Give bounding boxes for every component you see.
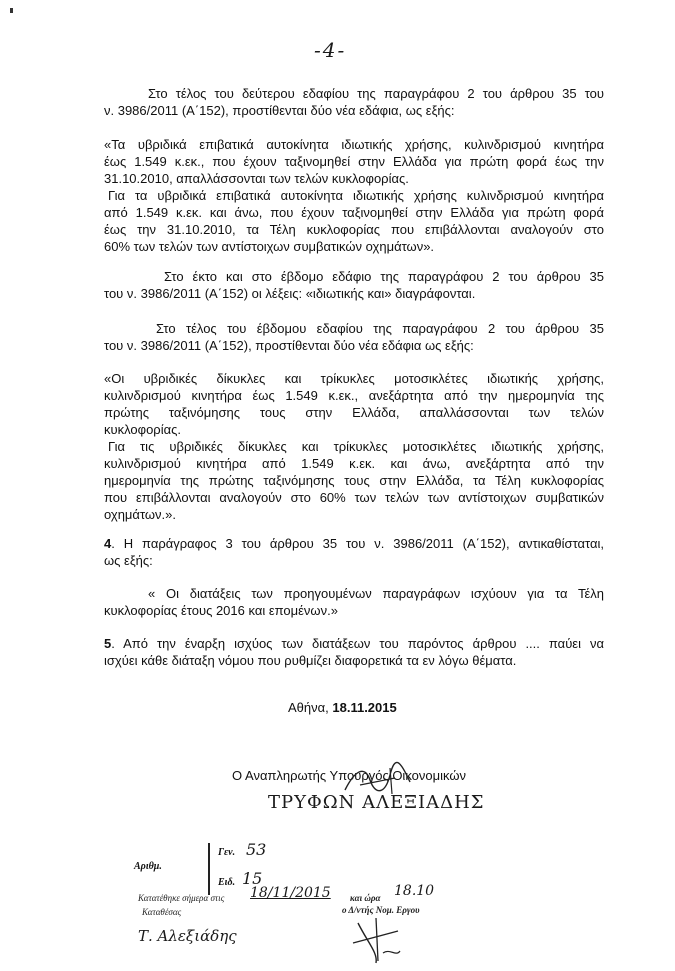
paragraph-4	[104, 535, 604, 569]
text-line: «Οι υβριδικές δίκυκλες και τρίκυκλες μοτοσικλέτες ιδιωτικής χρήσης,	[104, 371, 604, 386]
paragraph-number: 4	[104, 536, 112, 551]
arithm-label: Αριθμ.	[134, 861, 162, 872]
signatory-title: Ο Αναπληρωτής Υπουργός Οικονομικών	[232, 768, 466, 783]
filed-label: Κατατέθηκε σήμερα στις	[138, 893, 225, 903]
text-line: κυλινδρισμού κινητήρα έως 1.549 κ.εκ., ανεξάρτητα από την ημερομηνία της	[104, 388, 604, 403]
text-line: από 1.549 κ.εκ. και άνω, που έχουν ταξινομηθεί στην Ελλάδα για πρώτη φορά	[104, 205, 604, 220]
text-line: 60% των τελών των αντίστοιχων συμβατικών οχημάτων».	[104, 239, 435, 254]
text-line: «Τα υβριδικά επιβατικά αυτοκίνητα ιδιωτικής χρήσης, κυλινδρισμού κινητήρα	[104, 137, 604, 152]
text-line: ως εξής:	[104, 553, 153, 568]
text-line: « Οι διατάξεις των προηγουμένων παραγράφων ισχύουν για τα Τέλη	[148, 586, 604, 601]
text-line: Στο τέλος του έβδομου εδαφίου της παραγράφου 2 του άρθρου 35	[156, 321, 604, 336]
paragraph-quote-4	[104, 585, 604, 619]
time-value: 18.10	[394, 883, 435, 899]
paragraph-intro-2	[104, 320, 604, 354]
page-number: -4-	[314, 38, 347, 62]
text-line: του ν. 3986/2011 (Α΄152), προστίθενται δύο νέα εδάφια ως εξής:	[104, 338, 474, 353]
paragraph-quote-hybrid-cars	[104, 136, 604, 255]
date-line	[288, 700, 397, 715]
eid-label: Ειδ.	[218, 877, 236, 888]
text-line: ισχύει κάθε διάταξη νόμου που ρυθμίζει διαφορετικά τα εν λόγω θέματα.	[104, 653, 517, 668]
text-line: έως την 31.10.2010, τα Τέλη κυκλοφορίας που επιβάλλονται αναλογούν στο	[104, 222, 604, 237]
text-line: κυκλοφορίας έτους 2016 και επομένων.»	[104, 603, 338, 618]
paragraph-intro-1	[104, 85, 604, 119]
text-line: έως 1.549 κ.εκ., που έχουν ταξινομηθεί στην Ελλάδα για πρώτη φορά έως την	[104, 154, 604, 169]
filer-label: Καταθέσας	[142, 907, 182, 917]
text-line: κυλινδρισμού κινητήρα από 1.549 κ.εκ. και άνω, ανεξάρτητα από την	[104, 456, 604, 471]
text-line: 31.10.2010, απαλλάσσονται των τελών κυκλοφορίας.	[104, 171, 409, 186]
text-line: ημερομηνία της πρώτης ταξινόμησης τους στην Ελλάδα, τα Τέλη κυκλοφορίας	[104, 473, 604, 488]
gen-value: 53	[246, 840, 267, 859]
time-label: και ώρα	[350, 893, 381, 903]
paragraph-5	[104, 635, 604, 669]
text-line	[104, 635, 604, 652]
text-line: ν. 3986/2011 (Α΄152), προστίθενται δύο νέα εδάφια, ως εξής:	[104, 103, 455, 118]
text-run: . Η παράγραφος 3 του άρθρου 35 του ν. 3986/2011 (Α΄152), αντικαθίσταται,	[111, 536, 604, 551]
filer-name: Τ. Αλεξιάδης	[138, 927, 237, 945]
director-signature	[348, 913, 408, 965]
director-label: ο Δ/ντής Νομ. Εργου	[342, 905, 420, 915]
text-line: οχημάτων.».	[104, 507, 176, 522]
text-line: κυκλοφορίας.	[104, 422, 181, 437]
gen-label: Γεν.	[218, 847, 236, 858]
text-line	[104, 535, 604, 552]
text-line: Στο έκτο και στο έβδομο εδάφιο της παραγράφου 2 του άρθρου 35	[164, 269, 604, 284]
paragraph-quote-motorcycles	[104, 370, 604, 523]
paragraph-deletion	[104, 268, 604, 302]
paragraph-number: 5	[104, 636, 112, 651]
text-line: πρώτης ταξινόμησης τους στην Ελλάδα, απαλλάσσονται των τελών	[104, 405, 604, 420]
scan-mark	[10, 8, 13, 13]
text-line: του ν. 3986/2011 (Α΄152) οι λέξεις: «ιδιωτικής και» διαγράφονται.	[104, 286, 476, 301]
registry-stamp	[134, 835, 470, 965]
text-line: που επιβάλλονται αναλογούν στο 60% των τελών των αντίστοιχων συμβατικών	[104, 490, 604, 505]
filed-date: 18/11/2015	[250, 885, 331, 901]
date-value: 18.11.2015	[332, 700, 397, 715]
signatory-name: ΤΡΥΦΩΝ ΑΛΕΞΙΑΔΗΣ	[268, 792, 485, 813]
text-run: . Από την έναρξη ισχύος των διατάξεων του παρόντος άρθρου .... παύει να	[111, 636, 604, 651]
stamp-bracket	[208, 843, 210, 895]
text-line: Για τις υβριδικές δίκυκλες και τρίκυκλες μοτοσικλέτες ιδιωτικής χρήσης,	[108, 439, 604, 454]
eid-value: 15	[242, 869, 263, 888]
text-line: Για τα υβριδικά επιβατικά αυτοκίνητα ιδιωτικής χρήσης κυλινδρισμού κινητήρα	[108, 188, 604, 203]
text-line: Στο τέλος του δεύτερου εδαφίου της παραγράφου 2 του άρθρου 35 του	[148, 86, 604, 101]
date-place: Αθήνα,	[288, 700, 333, 715]
